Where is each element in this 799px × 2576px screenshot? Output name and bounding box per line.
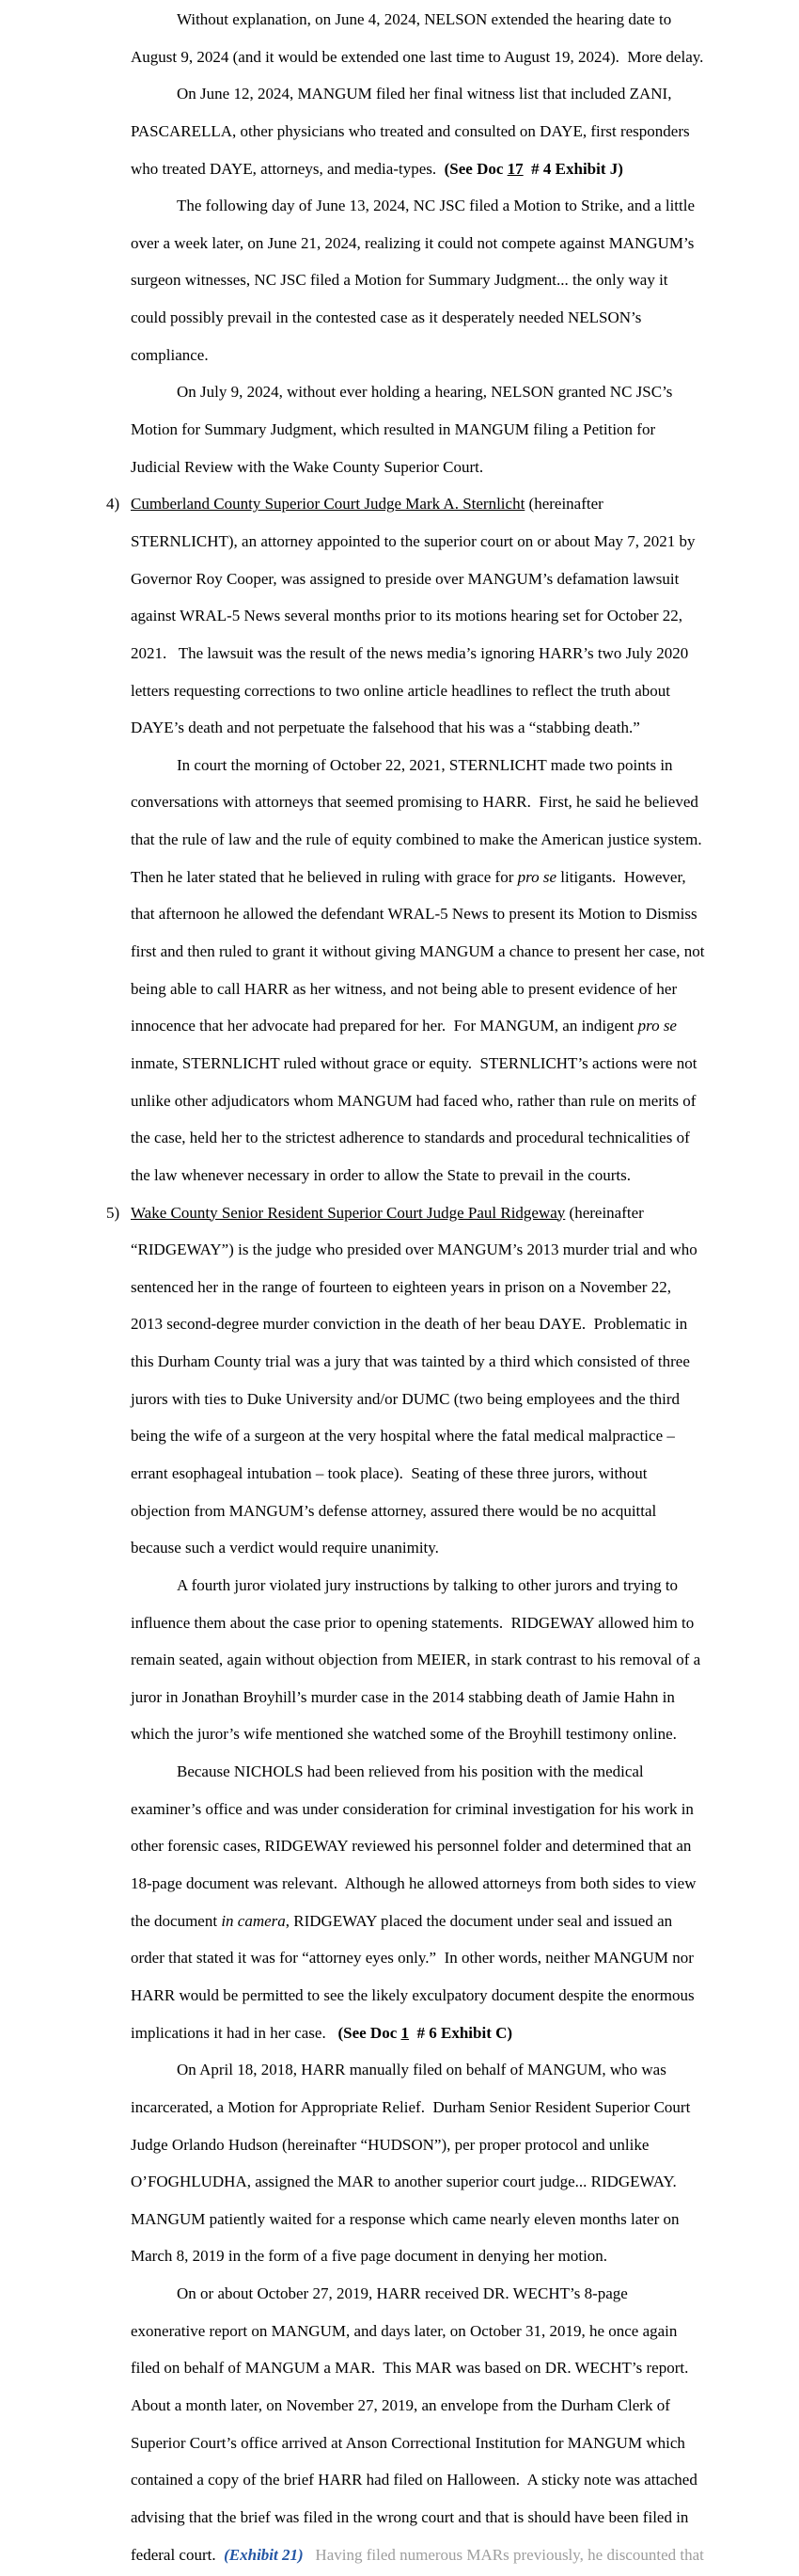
text-line	[131, 1157, 779, 1194]
text-line	[131, 2536, 779, 2574]
text-line	[131, 709, 779, 747]
text-line	[131, 597, 779, 635]
text-line	[131, 1604, 779, 1642]
text-line	[131, 971, 779, 1008]
text-line	[131, 523, 779, 561]
text-run: that the rule of law and the rule of equity combined to make the American justice system.	[131, 830, 702, 849]
paragraph-witness-list	[131, 75, 779, 187]
text-line	[131, 1269, 779, 1306]
text-run: 2013 second-degree murder conviction in the death of her beau DAYE. Problematic in	[131, 1315, 688, 1334]
text-line	[131, 261, 779, 299]
text-line	[131, 672, 779, 710]
text-line	[131, 1827, 779, 1865]
text-line	[131, 1045, 779, 1083]
text-run: On or about October 27, 2019, HARR received DR. WECHT’s 8-page	[177, 2284, 628, 2303]
text-run: order that stated it was for “attorney eyes only.” In other words, neither MANGUM nor	[131, 1949, 694, 1968]
text-run: against WRAL-5 News several months prior to its motions hearing set for October 22,	[131, 607, 683, 625]
text-line	[131, 39, 779, 76]
text-run: other forensic cases, RIDGEWAY reviewed his personnel folder and determined that an	[131, 1837, 692, 1856]
text-line	[131, 783, 779, 821]
text-line	[131, 1493, 779, 1530]
text-run: being the wife of a surgeon at the very hospital where the fatal medical malpractice –	[131, 1427, 675, 1446]
list-item-5-ridgeway	[106, 1194, 779, 1567]
paragraph-sternlicht-hearing	[131, 747, 779, 1194]
text-run: March 8, 2019 in the form of a five page document in denying her motion.	[131, 2247, 608, 2266]
text-run: over a week later, on June 21, 2024, realizing it could not compete against MANGUM’s	[131, 233, 695, 252]
text-line	[131, 2126, 779, 2164]
text-run: , RIDGEWAY placed the document under seal and issued an	[285, 1911, 673, 1930]
text-line	[131, 2051, 779, 2089]
text-run: Motion for Summary Judgment, which resulted in MANGUM filing a Petition for	[131, 420, 656, 439]
paragraph-nichols-document	[131, 1753, 779, 2051]
text-line	[131, 113, 779, 150]
text-run: the case, held her to the strictest adherence to standards and procedural technicalities of	[131, 1129, 690, 1147]
text-line	[131, 1865, 779, 1903]
text-run: in camera	[221, 1911, 286, 1930]
text-run: Without explanation, on June 4, 2024, NELSON extended the hearing date to	[177, 10, 672, 28]
text-run: The following day of June 13, 2024, NC JSC filed a Motion to Strike, and a little	[177, 197, 696, 215]
text-run: federal court.	[131, 2545, 225, 2564]
text-line	[131, 895, 779, 933]
text-run: the law whenever necessary in order to allow the State to prevail in the courts.	[131, 1165, 632, 1184]
text-run: STERNLICHT), an attorney appointed to the superior court on or about May 7, 2021 by	[131, 531, 696, 550]
text-line	[131, 821, 779, 859]
text-run: which the juror’s wife mentioned she watched some of the Broyhill testimony online.	[131, 1725, 677, 1744]
text-line	[131, 2425, 779, 2462]
text-run: (See Doc	[444, 159, 508, 178]
text-run: On April 18, 2018, HARR manually filed on behalf of MANGUM, who was	[177, 2061, 666, 2079]
text-run: sentenced her in the range of fourteen to eighteen years in prison on a November 22,	[131, 1277, 671, 1296]
text-line	[131, 187, 779, 225]
text-run: Then he later stated that he believed in ruling with grace for	[131, 867, 518, 886]
text-run: PASCARELLA, other physicians who treated and consulted on DAYE, first responders	[131, 121, 690, 140]
text-line	[131, 1417, 779, 1455]
text-run: A fourth juror violated jury instructions by talking to other jurors and trying to	[177, 1575, 679, 1594]
text-line	[131, 2163, 779, 2201]
text-line	[131, 2015, 779, 2052]
text-run: compliance.	[131, 345, 209, 364]
text-line	[131, 635, 779, 672]
paragraph-hearing-extended	[131, 1, 779, 75]
text-run: letters requesting corrections to two online article headlines to reflect the truth about	[131, 681, 671, 700]
text-run: About a month later, on November 27, 2019, an envelope from the Durham Clerk of	[131, 2396, 670, 2414]
list-marker: 4)	[106, 495, 120, 514]
text-run: being able to call HARR as her witness, and not being able to present evidence of her	[131, 979, 678, 998]
text-run: unlike other adjudicators whom MANGUM had faced who, rather than rule on merits of	[131, 1091, 697, 1110]
text-run: jurors with ties to Duke University and/or DUMC (two being employees and the third	[131, 1389, 681, 1408]
text-line	[131, 1529, 779, 1567]
text-line	[131, 1641, 779, 1679]
text-run: exonerative report on MANGUM, and days later, on October 31, 2019, he once again	[131, 2321, 678, 2340]
paragraph-motion-to-strike	[131, 187, 779, 373]
text-line	[131, 1305, 779, 1343]
text-run: this Durham County trial was a jury that was tainted by a third which consisted of three	[131, 1352, 690, 1371]
text-run: could possibly prevail in the contested case as it desperately needed NELSON’s	[131, 308, 642, 327]
text-run: 17	[507, 159, 524, 178]
text-line	[131, 933, 779, 971]
list-marker: 5)	[106, 1203, 120, 1222]
paragraph-mar-filing	[131, 2051, 779, 2275]
text-line	[131, 2237, 779, 2275]
text-run: conversations with attorneys that seemed promising to HARR. First, he said he believed	[131, 793, 698, 812]
text-line	[131, 2089, 779, 2126]
text-line	[106, 485, 779, 523]
text-line	[131, 1119, 779, 1157]
text-run: # 4 Exhibit J)	[523, 159, 623, 178]
text-run: August 9, 2024 (and it would be extended one last time to August 19, 2024). More delay.	[131, 47, 704, 66]
text-line	[131, 225, 779, 262]
text-run: because such a verdict would require unanimity.	[131, 1539, 439, 1557]
text-run: influence them about the case prior to opening statements. RIDGEWAY allowed him to	[131, 1613, 695, 1632]
text-run: pro se	[637, 1017, 677, 1035]
text-run: errant esophageal intubation – took place). Seating of these three jurors, without	[131, 1463, 648, 1482]
text-line	[131, 449, 779, 486]
text-line	[131, 2349, 779, 2387]
text-line	[106, 1194, 779, 1232]
text-run: filed on behalf of MANGUM a MAR. This MAR was based on DR. WECHT’s report.	[131, 2359, 689, 2378]
text-run: examiner’s office and was under consideration for criminal investigation for his work in	[131, 1799, 694, 1818]
text-run: juror in Jonathan Broyhill’s murder case in the 2014 stabbing death of Jamie Hahn in	[131, 1687, 675, 1706]
text-line	[131, 2275, 779, 2313]
text-line	[131, 1567, 779, 1604]
text-line	[131, 1381, 779, 1418]
text-run: Judge Orlando Hudson (hereinafter “HUDSON”), per proper protocol and unlike	[131, 2135, 650, 2154]
text-line	[131, 561, 779, 598]
text-line	[131, 2201, 779, 2238]
text-run: inmate, STERNLICHT ruled without grace or equity. STERNLICHT’s actions were not	[131, 1053, 697, 1072]
text-run: objection from MANGUM’s defense attorney, assured there would be no acquittal	[131, 1501, 657, 1520]
text-line	[131, 747, 779, 784]
text-run: implications it had in her case.	[131, 2023, 338, 2042]
text-run: (See Doc	[337, 2023, 401, 2042]
text-run: On July 9, 2024, without ever holding a hearing, NELSON granted NC JSC’s	[177, 383, 673, 402]
text-line	[131, 2499, 779, 2536]
text-line	[131, 337, 779, 374]
text-line	[131, 1, 779, 39]
paragraph-wecht-report	[131, 2275, 779, 2573]
text-line	[131, 2313, 779, 2350]
text-run: advising that the brief was filed in the wrong court and that is should have been filed in	[131, 2507, 689, 2526]
text-run: Having filed numerous MARs previously, he discounted that	[315, 2545, 704, 2564]
text-run: MANGUM patiently waited for a response which came nearly eleven months later on	[131, 2209, 680, 2228]
text-run: remain seated, again without objection from MEIER, in stark contrast to his removal of a	[131, 1651, 701, 1669]
text-run: (Exhibit 21)	[224, 2545, 304, 2564]
text-line	[131, 150, 779, 188]
text-line	[131, 299, 779, 337]
text-line	[131, 1753, 779, 1791]
text-line	[131, 1343, 779, 1381]
text-run: incarcerated, a Motion for Appropriate Relief. Durham Senior Resident Superior Court	[131, 2097, 691, 2116]
text-run: Governor Roy Cooper, was assigned to preside over MANGUM’s defamation lawsuit	[131, 569, 680, 588]
text-run: # 6 Exhibit C)	[409, 2023, 513, 2042]
text-run: DAYE’s death and not perpetuate the falsehood that his was a “stabbing death.”	[131, 719, 640, 737]
text-run: (hereinafter	[525, 495, 603, 514]
text-line	[131, 1977, 779, 2015]
text-run: contained a copy of the brief HARR had filed on Halloween. A sticky note was attached	[131, 2471, 697, 2489]
text-run: In court the morning of October 22, 2021, STERNLICHT made two points in	[177, 755, 673, 774]
text-run: that afternoon he allowed the defendant WRAL-5 News to present its Motion to Dismiss	[131, 905, 697, 924]
text-run: 2021. The lawsuit was the result of the news media’s ignoring HARR’s two July 2020	[131, 643, 689, 662]
text-run: the document	[131, 1911, 222, 1930]
text-line	[131, 1715, 779, 1753]
text-run: first and then ruled to grant it without giving MANGUM a chance to present her case, not	[131, 942, 705, 961]
text-run: surgeon witnesses, NC JSC filed a Motion for Summary Judgment... the only way it	[131, 271, 668, 290]
text-line	[131, 1083, 779, 1120]
text-run: O’FOGHLUDHA, assigned the MAR to another superior court judge... RIDGEWAY.	[131, 2173, 677, 2191]
text-line	[131, 2387, 779, 2425]
text-run: 18-page document was relevant. Although he allowed attorneys from both sides to view	[131, 1874, 697, 1893]
text-run: HARR would be permitted to see the likely exculpatory document despite the enormous	[131, 1985, 695, 2004]
text-line	[131, 2461, 779, 2499]
text-run: Because NICHOLS had been relieved from his position with the medical	[177, 1762, 644, 1781]
text-line	[131, 859, 779, 896]
text-run: who treated DAYE, attorneys, and media-types.	[131, 159, 445, 178]
list-item-4-sternlicht	[106, 485, 779, 746]
text-run: innocence that her advocate had prepared for her. For MANGUM, an indigent	[131, 1017, 638, 1035]
text-line	[131, 1231, 779, 1269]
paragraph-fourth-juror	[131, 1567, 779, 1753]
text-line	[131, 1939, 779, 1977]
text-line	[131, 373, 779, 411]
text-run	[304, 2546, 316, 2564]
text-run: pro se	[517, 867, 557, 886]
text-line	[131, 1007, 779, 1045]
text-run: Superior Court’s office arrived at Anson Correctional Institution for MANGUM which	[131, 2433, 685, 2452]
text-run: Judicial Review with the Wake County Superior Court.	[131, 457, 484, 476]
text-line	[131, 75, 779, 113]
text-line	[131, 1455, 779, 1493]
text-run: 1	[400, 2023, 409, 2042]
text-line	[131, 1903, 779, 1940]
text-run: “RIDGEWAY”) is the judge who presided over MANGUM’s 2013 murder trial and who	[131, 1241, 697, 1259]
text-run: litigants. However,	[556, 867, 686, 886]
text-run: Cumberland County Superior Court Judge Mark A. Sternlicht	[131, 495, 525, 514]
text-line	[131, 1679, 779, 1716]
text-run: On June 12, 2024, MANGUM filed her final witness list that included ZANI,	[177, 85, 672, 103]
text-run: Wake County Senior Resident Superior Court Judge Paul Ridgeway	[131, 1203, 566, 1222]
text-line	[131, 411, 779, 449]
text-line	[131, 1791, 779, 1828]
paragraph-summary-judgment	[131, 373, 779, 485]
text-run: (hereinafter	[565, 1203, 644, 1222]
document-page	[106, 1, 779, 2573]
